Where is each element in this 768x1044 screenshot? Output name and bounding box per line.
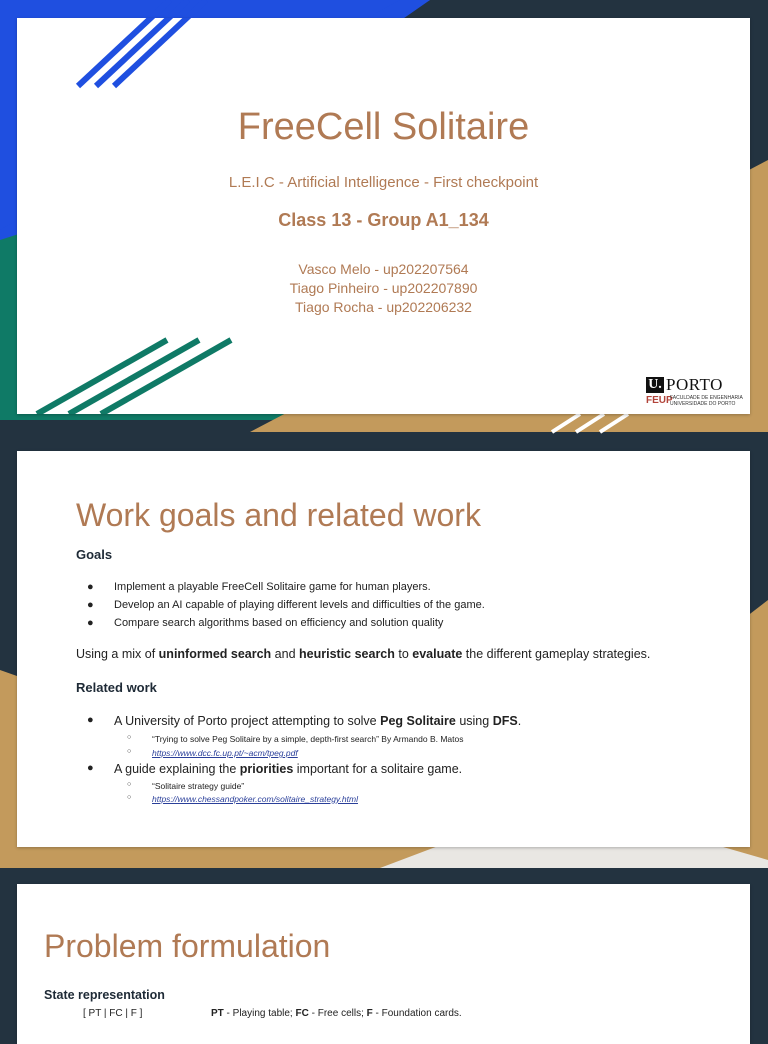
link[interactable]: https://www.dcc.fc.up.pt/~acm/tpeg.pdf	[152, 748, 298, 758]
problem-slide	[17, 884, 750, 1044]
title-slide	[17, 18, 750, 414]
uporto-feup-logo: U. PORTO FEUP FACULDADE DE ENGENHARIA UNIVERSIDADE DO PORTO	[646, 375, 743, 407]
state-representation: [ PT | FC | F ]	[83, 1008, 143, 1019]
class-group: Class 13 - Group A1_134	[278, 210, 489, 230]
member-name: Tiago Rocha - up202206232	[295, 299, 472, 315]
slide-title: Work goals and related work	[76, 497, 481, 533]
state-description: PT - Playing table; FC - Free cells; F - Foundation cards.	[211, 1008, 462, 1019]
slide-title: FreeCell Solitaire	[237, 106, 530, 148]
link[interactable]: https://www.chessandpoker.com/solitaire_strategy.html	[152, 794, 358, 804]
member-name: Tiago Pinheiro - up202207890	[289, 280, 478, 296]
related-work-heading: Related work	[76, 680, 157, 695]
goals-heading: Goals	[76, 547, 113, 562]
member-name: Vasco Melo - up202207564	[298, 261, 469, 277]
state-heading: State representation	[44, 988, 165, 1002]
goals-slide: Work goals and related work Goals ● Implement a playable FreeCell Solitaire game for human players. ● Develop an AI capable of playing different levels and difficulties of the game. ● Compare search algorithms based on efficiency and solution quality Using a mix of uninformed search and heuristic search to evaluate the different gameplay strategies. Related work ● A University of Porto project attempting to solve Peg Solitaire using DFS. ○ “Trying to solve Peg Solitaire by a simple, depth-first search” By Armando B. Matos ○ https://www.dcc.fc.up.pt/~acm/tpeg.pdf ● A guide explaining the priorities important for a solitaire game. ○ “Solitaire strategy guide” ○ https://www.chessandpoker.com/solitaire_strategy.html	[17, 451, 750, 847]
slide-subtitle: L.E.I.C - Artificial Intelligence - First checkpoint	[228, 174, 539, 191]
approach-text: Using a mix of uninformed search and heuristic search to evaluate the different gameplay strategies.	[76, 647, 651, 661]
slide-title: Problem formulation	[44, 928, 331, 964]
